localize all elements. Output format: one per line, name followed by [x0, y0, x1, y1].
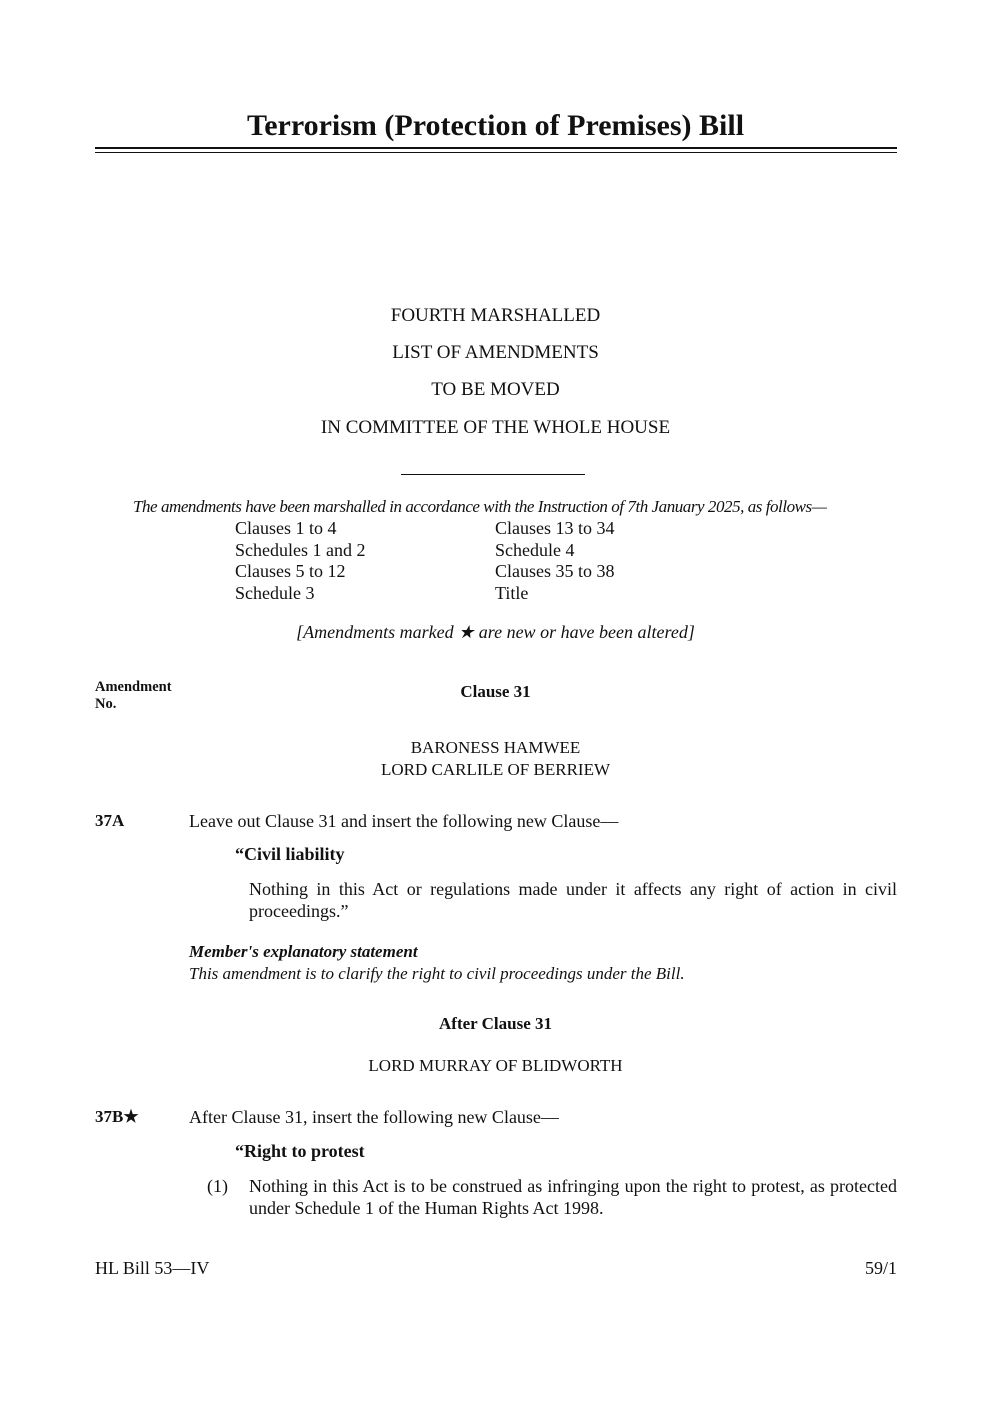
- order-item: Schedule 3: [235, 583, 315, 604]
- altered-note: [Amendments marked ★ are new or have been altered]: [296, 622, 695, 642]
- order-item: Clauses 13 to 34: [495, 518, 615, 538]
- order-column-1: [235, 518, 365, 605]
- heading-line-4: IN COMMITTEE OF THE WHOLE HOUSE: [320, 417, 671, 438]
- heading-line-3: TO BE MOVED: [431, 379, 560, 400]
- heading-line-1: FOURTH MARSHALLED: [390, 305, 601, 326]
- explanatory-statement: This amendment is to clarify the right to civil proceedings under the Bill.: [189, 964, 685, 983]
- title-rule-bottom: [95, 152, 897, 153]
- order-column-2: [495, 518, 615, 605]
- new-clause-title: “Right to protest: [235, 1141, 365, 1161]
- title-rule-top: [95, 147, 897, 149]
- explanatory-statement-label: Member's explanatory statement: [189, 942, 418, 961]
- amendment-label-line: No.: [95, 696, 117, 712]
- order-item: Clauses 35 to 38: [495, 561, 615, 582]
- footer-bill-reference: HL Bill 53—IV: [95, 1258, 210, 1278]
- section-heading: Clause 31: [460, 682, 531, 701]
- order-item: Schedules 1 and 2: [235, 539, 366, 560]
- amendment-text: After Clause 31, insert the following new Clause—: [189, 1107, 559, 1127]
- section-heading: After Clause 31: [439, 1014, 552, 1033]
- order-item: Clauses 5 to 12: [235, 561, 346, 582]
- bill-title: Terrorism (Protection of Premises) Bill: [246, 109, 745, 142]
- new-clause-text: Nothing in this Act or regulations made under it affects any right of action in civil proceedings.”: [249, 879, 897, 921]
- footer-page-reference: 59/1: [864, 1258, 897, 1278]
- member-name: LORD MURRAY OF BLIDWORTH: [368, 1056, 623, 1075]
- amendment-label-line: Amendment: [95, 679, 172, 695]
- separator-rule: [401, 474, 585, 475]
- order-item: Clauses 1 to 4: [235, 518, 337, 538]
- amendment-number: 37A: [95, 811, 125, 830]
- new-clause-title: “Civil liability: [235, 844, 345, 864]
- subsection-text: Nothing in this Act is to be construed as infringing upon the right to protest, as protected under Schedule 1 of the Human Rights Act 1998.: [249, 1176, 897, 1218]
- marshalling-instruction: The amendments have been marshalled in accordance with the Instruction of 7th January 2025, as follows—: [133, 497, 827, 516]
- member-name: BARONESS HAMWEE: [410, 738, 581, 757]
- amendment-number: 37B★: [95, 1107, 139, 1126]
- order-item: Title: [495, 583, 529, 604]
- amendment-text: Leave out Clause 31 and insert the following new Clause—: [189, 811, 619, 831]
- order-item: Schedule 4: [495, 539, 575, 560]
- heading-line-2: LIST OF AMENDMENTS: [392, 342, 599, 363]
- subsection-number: (1): [207, 1176, 228, 1196]
- member-name: LORD CARLILE OF BERRIEW: [380, 760, 611, 779]
